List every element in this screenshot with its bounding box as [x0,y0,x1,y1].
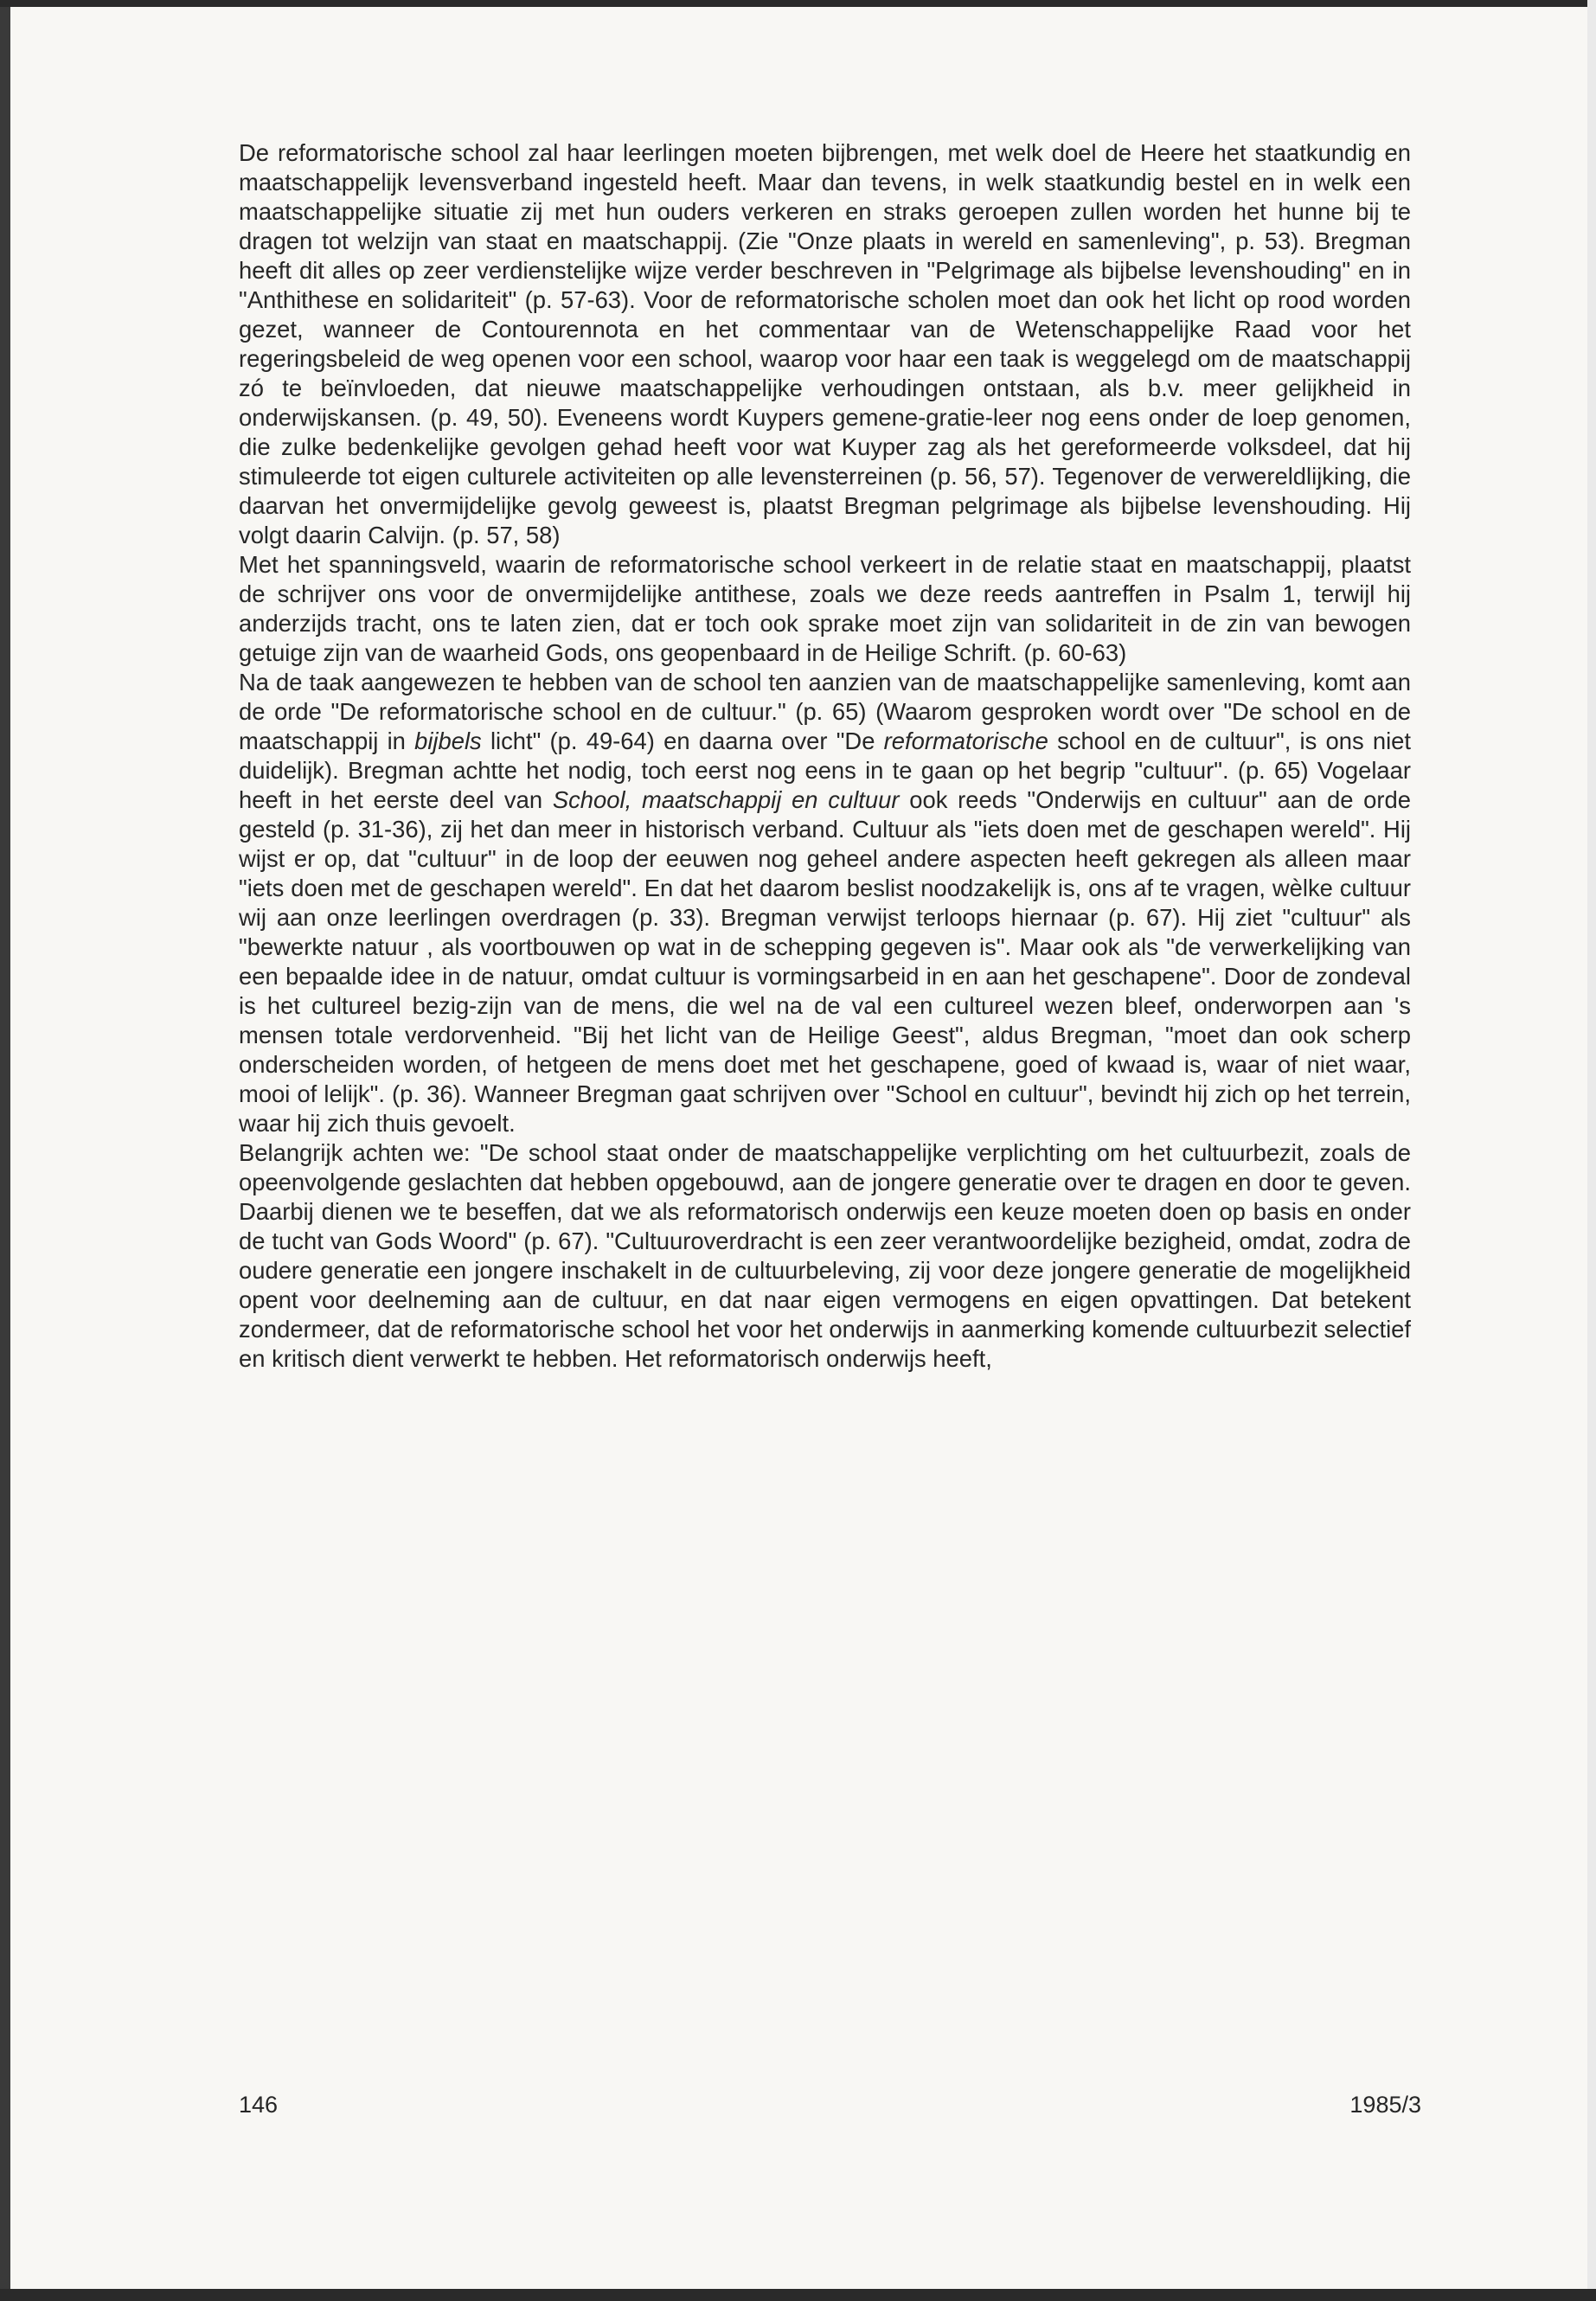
scan-border-top [0,0,1596,7]
paragraph-3 [239,668,1411,1138]
paragraph-2-text: Met het spanningsveld, waarin de reformatorische school verkeert in de relatie staat en maatschappij, plaatst de schrijver ons voor de onvermijdelijke antithese, zoals we deze reeds aantreffen in Psalm 1, terwijl hij anderzijds tracht, ons te laten zien, dat er toch ook sprake moet zijn van solidariteit in de zin van bewogen getuige zijn van de waarheid Gods, ons geopenbaard in de Heilige Schrift. (p. 60-63) [239,551,1411,666]
page-number: 146 [239,2092,279,2118]
italic-reformatorische: reformatorische [883,727,1048,754]
paragraph-4 [239,1138,1411,1374]
issue-number: 1985/3 [1349,2092,1421,2118]
scan-border-bottom [0,2289,1596,2301]
body-text [239,138,1411,1374]
paragraph-2 [239,550,1411,668]
italic-bijbels: bijbels [414,727,482,754]
scan-border-right [1587,0,1596,2301]
italic-book-title: School, maatschappij en cultuur [552,786,900,813]
paragraph-4-text: Belangrijk achten we: "De school staat onder de maatschappelijke verplichting om het cultuurbezit, zoals de opeenvolgende geslachten dat hebben opgebouwd, aan de jongere generatie over te dragen en door te geven. Daarbij dienen we te beseffen, dat we als reformatorisch onderwijs een keuze moeten doen op basis en onder de tucht van Gods Woord" (p. 67). "Cultuuroverdracht is een zeer verantwoordelijke bezigheid, omdat, zodra de oudere generatie een jongere inschakelt in de cultuurbeleving, zij voor deze jongere generatie de mogelijkheid opent voor deelneming aan de cultuur, en dat naar eigen vermogens en eigen opvattingen. Dat betekent zondermeer, dat de reformatorische school het voor het onderwijs in aanmerking komende cultuurbezit selectief en kritisch dient verwerkt te hebben. Het reformatorisch onderwijs heeft, [239,1139,1411,1372]
paragraph-3-text-a: Na de taak aangewezen te hebben van de school ten aanzien van de maatschappelijke samenleving, komt aan de orde "De reformatorische school en de cultuur." (p. 65) (Waarom gesproken wordt over "De school en de maatschappij in [239,669,1411,754]
paragraph-3-text-c: school en de cultuur", is ons niet duidelijk). Bregman achtte het nodig, toch eerst nog eens in te gaan op het begrip "cultuur". (p. 65) Vogelaar heeft in het eerste deel van [239,727,1411,813]
paragraph-3-text-d: ook reeds "Onderwijs en cultuur" aan de orde gesteld (p. 31-36), zij het dan meer in historisch verband. Cultuur als "iets doen met de geschapen wereld". Hij wijst er op, dat "cultuur" in de loop der eeuwen nog geheel andere aspecten heeft gekregen als alleen maar "iets doen met de geschapen wereld". En dat het daarom beslist noodzakelijk is, ons af te vragen, wèlke cultuur wij aan onze leerlingen overdragen (p. 33). Bregman verwijst terloops hiernaar (p. 67). Hij ziet "cultuur" als "bewerkte natuur , als voortbouwen op wat in de schepping gegeven is". Maar ook als "de verwerkelijking van een bepaalde idee in de natuur, omdat cultuur is vormingsarbeid in en aan het geschapene". Door de zondeval is het cultureel bezig-zijn van de mens, die wel na de val een cultureel wezen bleef, onderworpen aan 's mensen totale verdorvenheid. "Bij het licht van de Heilige Geest", aldus Bregman, "moet dan ook scherp onderscheiden worden, of hetgeen de mens doet met het geschapene, goed of kwaad is, waar of niet waar, mooi of lelijk". (p. 36). Wanneer Bregman gaat schrijven over "School en cultuur", bevindt hij zich op het terrein, waar hij zich thuis gevoelt. [239,786,1411,1137]
paragraph-1-text: De reformatorische school zal haar leerlingen moeten bijbrengen, met welk doel de Heere het staatkundig en maatschappelijk levensverband ingesteld heeft. Maar dan tevens, in welk staatkundig bestel en in welk een maatschappelijke situatie zij met hun ouders verkeren en straks geroepen zullen worden het hunne bij te dragen tot welzijn van staat en maatschappij. (Zie "Onze plaats in wereld en samenleving", p. 53). Bregman heeft dit alles op zeer verdienstelijke wijze verder beschreven in "Pelgrimage als bijbelse levenshouding" en in "Anthithese en solidariteit" (p. 57-63). Voor de reformatorische scholen moet dan ook het licht op rood worden gezet, wanneer de Contourennota en het commentaar van de Wetenschappelijke Raad voor het regeringsbeleid de weg openen voor een school, waarop voor haar een taak is weggelegd om de maatschappij zó te beïnvloeden, dat nieuwe maatschappelijke verhoudingen ontstaan, als b.v. meer gelijkheid in onderwijskansen. (p. 49, 50). Eveneens wordt Kuypers gemene-gratie-leer nog eens onder de loep genomen, die zulke bedenkelijke gevolgen gehad heeft voor wat Kuyper zag als het gereformeerde volksdeel, dat hij stimuleerde tot eigen culturele activiteiten op alle levensterreinen (p. 56, 57). Tegenover de verwereldlijking, die daarvan het onvermijdelijke gevolg geweest is, plaatst Bregman pelgrimage als bijbelse levenshouding. Hij volgt daarin Calvijn. (p. 57, 58) [239,139,1411,548]
paragraph-3-text-b: licht" (p. 49-64) en daarna over "De [481,727,884,754]
paragraph-1 [239,138,1411,550]
scan-border-left [0,0,10,2301]
